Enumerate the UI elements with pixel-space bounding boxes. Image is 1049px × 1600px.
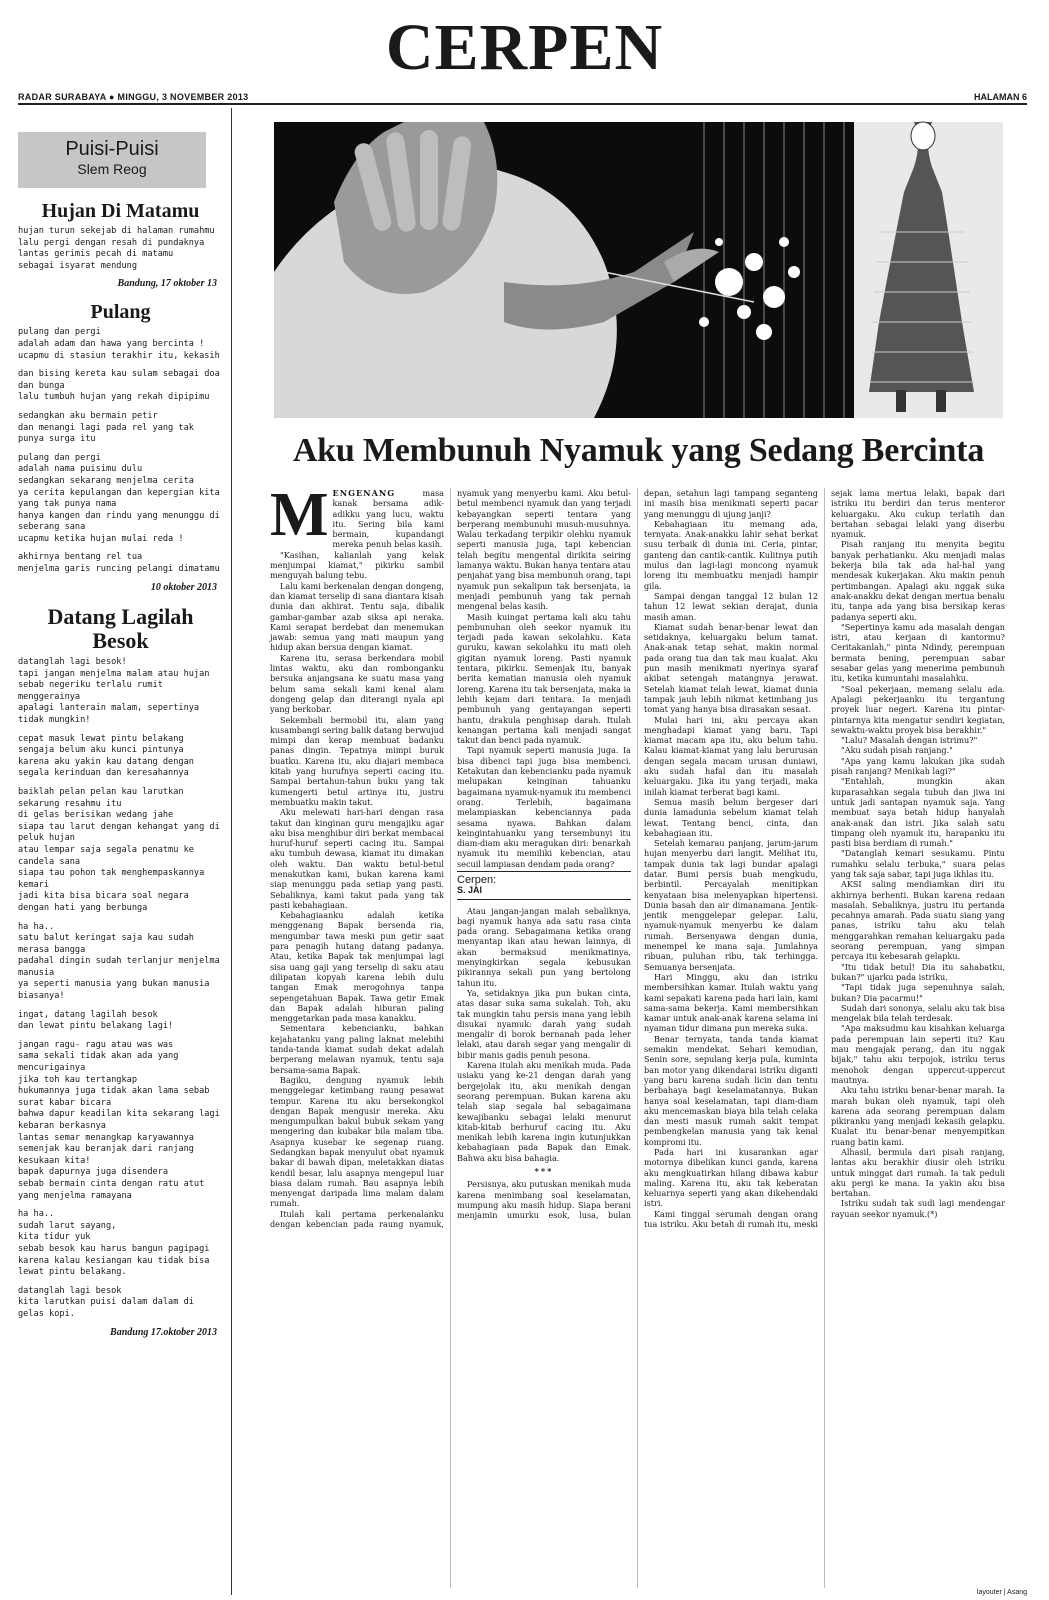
story-lead-word: ENGENANG — [332, 488, 396, 498]
poem-line: jadi kita bisa bicara soal negara dengan hati yang berbunga — [18, 891, 194, 913]
poem-line: kita larutkan puisi dalam dalam di gelas kopi. — [18, 1297, 200, 1319]
poem-line: sebab negeriku terlalu rumit menggerainya — [18, 680, 169, 702]
story-paragraph: Atau jangan-jangan malah sebaliknya, bagi nyamuk hanya ada satu rasa cinta pada orang. Sebagaimana ketika orang menyantap ikan atau hewan lainnya, di akan bermaksud menikmatinya, menyingkirkan segala kebusukan pikirannya sekali pun yang bertolong tahun itu. — [457, 905, 631, 988]
story-paragraph: "Aku sudah pisah ranjang." — [841, 745, 953, 756]
poem-line: hujan turun sekejab di halaman rumahmu — [18, 226, 215, 236]
story-paragraph: Persisnya, aku putuskan menikah muda karena menimbang soal keselamatan, mumpung aku masih hidup. Siapa berani menjamin umurku esok, lusa, bulan depan, setahun lagi tampang seganteng ini masih bisa menikmati seperti pacar yang menunggu di ujung janji? — [457, 488, 818, 1221]
story-paragraph: "Lalu? Masalah dengan istrimu?" — [841, 735, 978, 746]
page-number: HALAMAN 6 — [974, 92, 1027, 102]
poem-title: Hujan Di Matamu — [41, 200, 200, 222]
story-paragraph: Aku melewati hari-hari dengan rasa takut dan kinginan guru mengajiku agar aku bisa menghibur diri berkat membacai huruf-huruf seperti cacing itu. Sampai aku tumbuh dewasa, kiamat itu dimakan oleh waktu. Dan waktu betul-betul menakutkan kami, bukan karena kami siap menunggu pada setiap yang pasti. Sebaliknya, kami takut pada yang tak pasti kebahagiaan. — [270, 807, 444, 910]
story-paragraph: Tapi nyamuk seperti manusia juga. Ia bisa dibenci tapi juga bisa membenci. Ketakutan dan kebencianku pada nyamuk melupakan keinginan tahuanku bagaimana nyamuk-nyamuk itu membenci orang. Terlebih, bagaimana melampiaskan kebenciannya pada sesama nyawa. Bahkan dalam keingintahuanku yang tersembunyi itu diam-diam aku meragukan diri: benarkah nyamuk itu memiliki kebencian, atau secuil lampiasan dendam pada orang? — [457, 745, 631, 869]
story-paragraph: "Sepertinya kamu ada masalah dengan istri, atau kerjaan di kantormu? Ceritakanlah," pinta Ndindy, perempuan bermata bening, perempuan sabar sesabar gelas yang menerima pembunuh itu, ketika kumuntahi masalahku. — [831, 621, 1005, 684]
poem-line: karena kalau kesiangan kau tidak bisa lewat pintu belakang. — [18, 1255, 215, 1278]
poem-line: sedangkan aku bermain petir — [18, 410, 158, 421]
poem-line: baiklah pelan pelan kau larutkan sekarung resahmu itu — [18, 786, 189, 809]
story-paragraph: "Tapi tidak juga sepenuhnya salah, bukan? Dia pacarmu!" — [831, 982, 1005, 1003]
poem-line — [18, 780, 223, 787]
story-paragraph: Karena itu, serasa berkendara mobil lintas waktu, aku dan rombonganku bersuka anjangsana ke suatu masa yang belum sama sekali kami kenal alam dongeng gelap dan diterangi nyala api yang berkobar. — [270, 652, 444, 715]
poem-line: dan lewat pintu belakang lagi! — [18, 1021, 174, 1032]
column-divider — [231, 108, 232, 1595]
poem-line: lalu tumbuh hujan yang rekah dipipimu — [18, 392, 210, 403]
story-paragraph: Alhasil, bermula dari pisah ranjang, lantas aku berakhir diusir oleh istriku untuk minggat dari rumah. Ia tak peduli aku pergi ke mana. Ia yakin aku bisa bertahan. — [831, 1147, 1005, 1199]
poem-line: dan bising kereta kau sulam sebagai doa dan bunga — [18, 369, 225, 391]
section-masthead-title: CERPEN — [385, 11, 664, 84]
poem-line — [18, 1279, 223, 1286]
poem-line: lantas gerimis pecah di matamu — [18, 249, 174, 260]
story-paragraph: Mulai hari ini, aku percaya akan menghadapi kiamat yang baru. Tapi kiamat macam apa itu, aku belum tahu. Kalau kiamat-kiamat yang lalu berurusan dengan segala macam urusan duniawi, aku sudah hafal dan itu masalah keluargaku. Jika itu yang terjadi, maka inilah kiamat terberat bagi kami. — [644, 714, 818, 797]
poem-line: hanya kangen dan rindu yang menunggu di seberang sana — [18, 510, 225, 533]
story-paragraph: Aku tahu istriku benar-benar marah. Ia marah bukan oleh nyamuk, tapi oleh karena ada seorang perempuan dalam pikiranku yang menjadi kekasih gelapku. Kualat itu benar-benar menyempitkan ruang batin kami. — [831, 1085, 1005, 1147]
poem-line: ya seperti manusia yang bukan manusia biasanya! — [18, 979, 215, 1002]
poem-line: adalah adam dan hawa yang bercinta ! — [18, 338, 205, 349]
poem-line: ha ha.. — [18, 921, 55, 932]
poem-line — [18, 404, 223, 411]
story-paragraph: Setelah kemarau panjang, jarum-jarum hujan menyerbu dari langit. Melihat itu, tampak dunia tak lagi bundar apalagi datar. Bumi persis buah mengkudu, berbintil. Percayalah menitipkan kenyataan bisa melenyapkan hipertensi. Dunia basah dan air dimanamana. Jentik-jentik menggelepar gelepar. Lalu, nyamuk-nyamuk menyerbu ke dalam rumah. Bersenyawa dengan dunia, menempel ke mana saja. Jumlahnya ribuan, puluhan ribu, tak terhingga. Semuanya bersenjata. — [644, 838, 818, 972]
story-paragraph: "Itu tidak betul! Dia itu sahabatku, bukan?" ujarku pada istriku. — [831, 961, 1005, 982]
story-body — [270, 481, 1005, 1588]
story-paragraph: Sampai dengan tanggal 12 bulan 12 tahun 12 lewat sekian derajat, dunia masih aman. — [644, 590, 818, 622]
layout-credit: layouter | Asang — [976, 1589, 1027, 1596]
story-paragraph: Itulah kali pertama perkenalanku dengan kebencian pada raung nyamuk, nyamuk yang menyerbu kami. Aku betul-betul membenci nyamuk dan yang terjadi kebayangkan seperti tentara yang berperang membunuhi musuh-musuhnya. Walau terkadang terpikir olehku nyamuk seperti manusia juga, tapi kebencian telah begitu mengental dirikita seiring lamanya waktu. Bukan hanya tentara atau penjahat yang bisa membunuh orang, tapi nyamuk pun sekalipun tak bersenjata, ia menjadi pembunuh yang tak pernah mengenal belas kasih. — [270, 488, 631, 1230]
story-paragraph: Semua masih belum bergeser dari dunia lamadunia sebelum kiamat telah lewat. Tentang benci, cinta, dan kebahagiaan itu. — [644, 796, 818, 838]
story-byline — [457, 871, 631, 900]
poem-line: dan menangi lagi pada rel yang tak punya surga itu — [18, 422, 200, 445]
poem-line: sebab bermain cinta dengan ratu atut yang menjelma ramayana — [18, 1178, 210, 1201]
story-paragraph: Bagiku, dengung nyamuk lebih menggelegar ketimbang raung pesawat tempur. Karena itu aku bersekongkol dengan Bapak mengusir mereka. Aku mengumpulkan bakul bubuk sekam yang mengering dan kubakar bila malam tiba. Asapnya kusebar ke segenap ruang. Sedangkan bapak menyulut obat nyamuk bakar di bawah dipan, meletakkan diatas kendil besar, lalu asapnya mengepul luar biasa dalam rumah. Bau asapnya lebih menyengat daripada lima malam dalam rumah. — [270, 1074, 444, 1209]
poem-line: lalu pergi dengan resah di pundaknya — [18, 237, 205, 248]
poem-line: sedangkan sekarang menjelma cerita — [18, 475, 194, 486]
poems-section-header — [18, 132, 206, 188]
drop-cap: M — [270, 481, 329, 549]
poem-date: Bandung, 17 oktober 13 — [117, 278, 217, 290]
story-paragraph: Pada hari ini kusarankan agar motornya dibelikan kunci ganda, karena aku mengkuatirkan hilang dibawa kabur maling. Karena itu, aku tak keberatan keluarnya seperti yang akan dikehendaki istri. — [644, 1147, 818, 1209]
poem-line: tapi jangan menjelma malam atau hujan — [18, 668, 210, 679]
illustration-art — [274, 122, 1003, 418]
story-paragraph: Sudah dari sononya, selalu aku tak bisa mengelak bila telah terdesak. — [831, 1002, 1005, 1024]
story-paragraph: Kebahagiaanku adalah ketika menggenang Bapak bersenda ria, mengumbar tawa meski pun getir saat para penagih hutang datang padanya. Atau, ketika Bapak tak menjumpai lagi sisa uang gaji yang terselip di saku atau dilipatan kopyah karena lebih dulu tangan Emak merogohnya tanpa sepengetahuan Bapak. Tawa getir Emak dan Bapak adalah hiburan paling menggetarkan pada masa kanakku. — [270, 910, 444, 1024]
story-paragraph: Kami tinggal serumah dengan orang tua istriku. Aku betah di rumah itu, meski sejak lama mertua lelaki, bapak dari istriku itu berdiri dan terus menteror keluargaku. Aku cukup terlatih dan bertahan sebagai lelaki yang diserbu nyamuk. — [644, 488, 1005, 1230]
poem-line: bahwa dapur keadilan kita sekarang lagi kebaran berkasnya — [18, 1109, 225, 1131]
poem-line: kita tidur yuk — [18, 1232, 91, 1243]
poem-line: bapak dapurnya juga disendera — [18, 1167, 169, 1178]
poem-title: Datang Lagilah Besok — [47, 603, 194, 653]
poem-line: pulang dan pergi — [18, 452, 101, 463]
poem-line: sama sekali tidak akan ada yang mencurigainya — [18, 1051, 184, 1074]
publication-date: RADAR SURABAYA ● MINGGU, 3 NOVEMBER 2013 — [18, 92, 249, 102]
poems-column — [18, 132, 223, 1592]
poem-date: 10 oktober 2013 — [150, 581, 217, 593]
story-paragraph: Sementara kebencianku, bahkan kejahatanku yang paling laknat melebihi tanda-tanda kiamat sudah dekat adalah berperang melawan nyamuk, tentu saja bersama-sama Bapak. — [270, 1023, 444, 1075]
poem-line — [18, 1202, 223, 1209]
section-separator: *** — [534, 1166, 554, 1176]
story-paragraph: Istriku sudah tak sudi lagi mendengar rayuan seekor nyamuk.(*) — [831, 1198, 1005, 1219]
poem-line: satu balut keringat saja kau sudah merasa bangga — [18, 933, 200, 955]
byline-author: S. JAI — [457, 885, 483, 896]
story-paragraph: Masih kuingat pertama kali aku tahu pembunuhan oleh seekor nyamuk itu terjadi pada kawan sekolahku. Kata guruku, kawan sekolahku itu mati oleh gigitan nyamuk loreng. Pasti nyamuk tentara, pikirku. Semenjak itu, banyak berita kematian manusia oleh nyamuk loreng. Karena itu tak bersenjata, maka ia lebih kejam dari tentara. Ia menjadi pembunuh yang gentayangan seperti hantu, drakula penghisap darah. Itulah kenangan pertama kali menjadi sangat takut dan benci pada nyamuk. — [457, 611, 631, 746]
poem-line: menjelma garis runcing pelangi dimatamu — [18, 564, 220, 575]
poems-list — [18, 200, 223, 1338]
poem-line — [18, 545, 223, 552]
poems-author: Slem Reog — [77, 161, 147, 177]
poem-line: ingat, datang lagilah besok — [18, 1009, 158, 1020]
poem-line: datanglah lagi besok! — [18, 657, 127, 668]
poem-line: cepat masuk lewat pintu belakang — [18, 733, 184, 744]
story-paragraph: Ya, setidaknya jika pun bukan cinta, atas dasar suka sama sukalah. Toh, aku tak mungkin tahu persis mana yang lebih disukai nyamuk: darah yang sudah mengalir di borok bernanah pada leher lelaki, atau darah segar yang mengalir di bibir manis gadis penuh pesona. — [457, 987, 631, 1060]
byline-label: Cerpen: — [457, 873, 497, 886]
story-paragraph: AKSI saling mendiamkan diri itu akhirnya berhenti. Bukan karena redaan masalah. Sebaliknya, justru itu pertanda pecahnya amarah. Pada suatu siang yang panas, istriku tahu aku telah menggarahkan remahan keluargaku pada seorang perempuan, yang simpan percaya itu kebesarah gelapku. — [831, 879, 1005, 962]
poem-line: adalah nama puisimu dulu — [18, 464, 143, 475]
story-opening-text: masa kanak bersama adik-adikku yang lucu, waktu itu. Sering bila kami bermain, kupandangi mereka penuh belas kasih. — [332, 488, 444, 550]
poem-line — [18, 1033, 223, 1040]
story-paragraph: "Entahlah, mungkin akan kuparasahkan segala tubuh dan jiwa ini untuk jadi santapan nyamuk saja. Yang membuat saya betah hidup hanyalah anak-anak dan istri. Jika salah satu timpang oleh nyamuk itu, harapanku itu pasti bisa berdiam di rumah." — [831, 776, 1005, 849]
poem-line: siapa tau pohon tak menghempaskannya kemari — [18, 868, 210, 890]
story-opening-paragraph — [270, 481, 444, 550]
poem-line: akhirnya bentang rel tua — [18, 552, 143, 563]
poem-line: datanglah lagi besok — [18, 1285, 122, 1296]
poem-line: hukumannya juga tidak akan lama sebab surat kabar bicara — [18, 1086, 215, 1108]
poem-line — [18, 1003, 223, 1010]
masthead — [0, 0, 1049, 108]
story-paragraph: Kebahagiaan itu memang ada, ternyata. Anak-anakku lahir sehat berkat susu terbaik di dunia ini. Ceria, pintar, ganteng dan cantik-cantik. Kulitnya putih mulus dan lagi-lagi moncong nyamuk loreng itu membuatku menjadi hampir gila. — [644, 518, 818, 591]
story-paragraph: Kiamat sudah benar-benar lewat dan setidaknya, keluargaku belum tamat. Anak-anak tetap sehat, makin normal pada orang tua dan tak mau kualat. Aku pun masih menikmati nyerinya syaraf akibat setengah matangnya jerawat. Setelah kiamat telah lewat, kiamat dunia tampak jauh lebih nikmat ketimbang jus tomat yang hanya bisa dirasakan sesaat. — [644, 621, 818, 715]
poem-line: padahal dingin sudah terlanjur menjelma manusia — [18, 956, 225, 978]
poem-date: Bandung 17.oktober 2013 — [110, 1326, 217, 1338]
poem-title: Pulang — [90, 301, 151, 324]
poem-line: sebab besok kau harus bangun pagipagi — [18, 1243, 210, 1254]
poem-line: sebagai isyarat mendung — [18, 260, 137, 271]
story-paragraph: Hari Minggu, aku dan istriku membersihkan kamar. Itulah waktu yang kami sepakati karena pada hari lain, kami sama-sama bekerja. Kami membersihkan kamar untuk anak-anak karena selama ini nyaman tidur dimana pun mereka suka. — [644, 971, 818, 1034]
poems-section-title: Puisi-Puisi — [65, 138, 159, 160]
story-paragraph: Karena itulah aku menikah muda. Pada usiaku yang ke-21 dengan darah yang bergejolak itu, aku menikah dengan seorang perempuan. Bukan karena aku telah siap segala hal sebagaimana kewajibanku sebagai lelaki menurut kitab-kitab berhuruf cacing itu. Aku menikah lebih karena ingin kutunjukkan kebahagiaan pada Bapak dan Emak. Bahwa aku bisa bahagia. — [457, 1060, 631, 1163]
poem-line: lantas semar menangkap karyawannya — [18, 1132, 194, 1143]
story-paragraph: "Datanglah kemari sesukamu. Pintu rumahku selalu terbuka," suara pelas yang tak saja sabar, tapi juga ikhlas itu. — [831, 848, 1005, 879]
masthead-rule — [18, 103, 1027, 105]
poem-line — [18, 727, 223, 734]
poem-line: ha ha.. — [18, 1209, 55, 1220]
poem-line — [18, 915, 223, 922]
story-paragraph: Pisah ranjang itu menyita begitu banyak perhatianku. Aku menjadi malas bekerja bila tak ada hal-hal yang mendesak kukerjakan. Aku makin penuh pertimbangan. Apalagi aku nggak suka anak-anakku dekat dengan mertua benalu itu, tanpa ada yang bisa bersikap keras padanya seperti aku. — [831, 539, 1005, 622]
story-paragraph: "Apa yang kamu lakukan jika sudah pisah ranjang? Menikah lagi?" — [831, 755, 1005, 777]
story-headline: Aku Membunuh Nyamuk yang Sedang Bercinta — [292, 432, 985, 469]
story-paragraph: Lalu kami berkenalan dengan dongeng, dan kiamat terselip di sana diantara kisah dunia dan akhirat. Tentu saja, dibalik gambar-gambar azab siksa api neraka. Kami serapat berdebat dan menemukan jawab: semua yang mati maupun yang hidup akan bersua dengan kiamat. — [270, 580, 444, 653]
poem-line: atau lempar saja segala penatmu ke candela sana — [18, 844, 200, 867]
poem-line: sudah larut sayang, — [18, 1220, 117, 1231]
poem-line: pulang dan pergi — [18, 327, 101, 338]
story-paragraph: Sekembali bermobil itu, alam yang kusambangi sering balik datang berwujud mimpi dan kerap membuat badanku panas dingin. Tepatnya mimpi buruk buatku. Karena itu, aku diajari membaca kitab yang hurufnya seperti cacing itu. Sampai bertahun-tahun buku yang tak kumengerti betul artinya itu, justru membuatku makin takut. — [270, 714, 444, 807]
poem-line — [18, 446, 223, 453]
story-illustration — [274, 122, 1003, 418]
poem-line: jangan ragu- ragu atau was was — [18, 1039, 174, 1050]
poem-line: sengaja belum aku kunci pintunya — [18, 745, 184, 756]
poem-line: ya cerita kepulangan dan kepergian kita yang tak punya nama — [18, 487, 225, 510]
poem-line — [18, 362, 223, 369]
story-paragraph: "Soal pekerjaan, memang selalu ada. Apalagi pekerjaanku itu tergantung proyek luar negeri. Karena itu pintar-pintarnya kita mengatur sendiri kegiatan, sewaktu-waktu proyek bisa berakhir." — [831, 683, 1005, 735]
poem-line: ucapmu di stasiun terakhir itu, kekasih — [18, 350, 220, 361]
poem-line: semenjak kau beranjak dari ranjang kesukaan kita! — [18, 1144, 200, 1166]
story-paragraph: "Kasihan, kalianlah yang kelak menjumpai kiamat," pikirku sambil menguyah balung tebu. — [270, 549, 444, 581]
story-paragraph: "Apa maksudmu kau kisahkan keluarga pada perempuan lain seperti itu? Kau mau mengajak perang, dan itu nggak bijak," tahu aku terpojok, istriku terus menohok dengan uppercut-uppercut mautnya. — [831, 1023, 1005, 1085]
story-paragraph: Benar ternyata, tanda tanda kiamat semakin mendekat. Sehari kemudian, Senin sore, sepulang kerja pula, kuminta ban motor yang dikendarai istriku diganti yang baru karena sudah licin dan tentu berbahaya bagi keselamatannya. Bukan hanya soal keselamatan, tapi diam-diam aku mencemaskan biaya bila telah celaka dan mesti masuk rumah sakit tempat pembengkelan manusia yang tak kenal kompromi itu. — [644, 1033, 818, 1147]
story-paragraphs — [270, 481, 1005, 1230]
poem-line: ucapmu ketika hujan mulai reda ! — [18, 533, 184, 544]
poem-line: di gelas berisikan wedang jahe — [18, 810, 174, 821]
poem-line: jika toh kau tertangkap — [18, 1074, 137, 1085]
poem-line: karena aku yakin kau datang dengan segala kerinduan dan keresahannya — [18, 756, 200, 779]
poem-line: siapa tau larut dengan kehangat yang di peluk hujan — [18, 821, 225, 844]
poem-line: apalagi lanterain malam, sepertinya tidak mungkin! — [18, 703, 205, 725]
